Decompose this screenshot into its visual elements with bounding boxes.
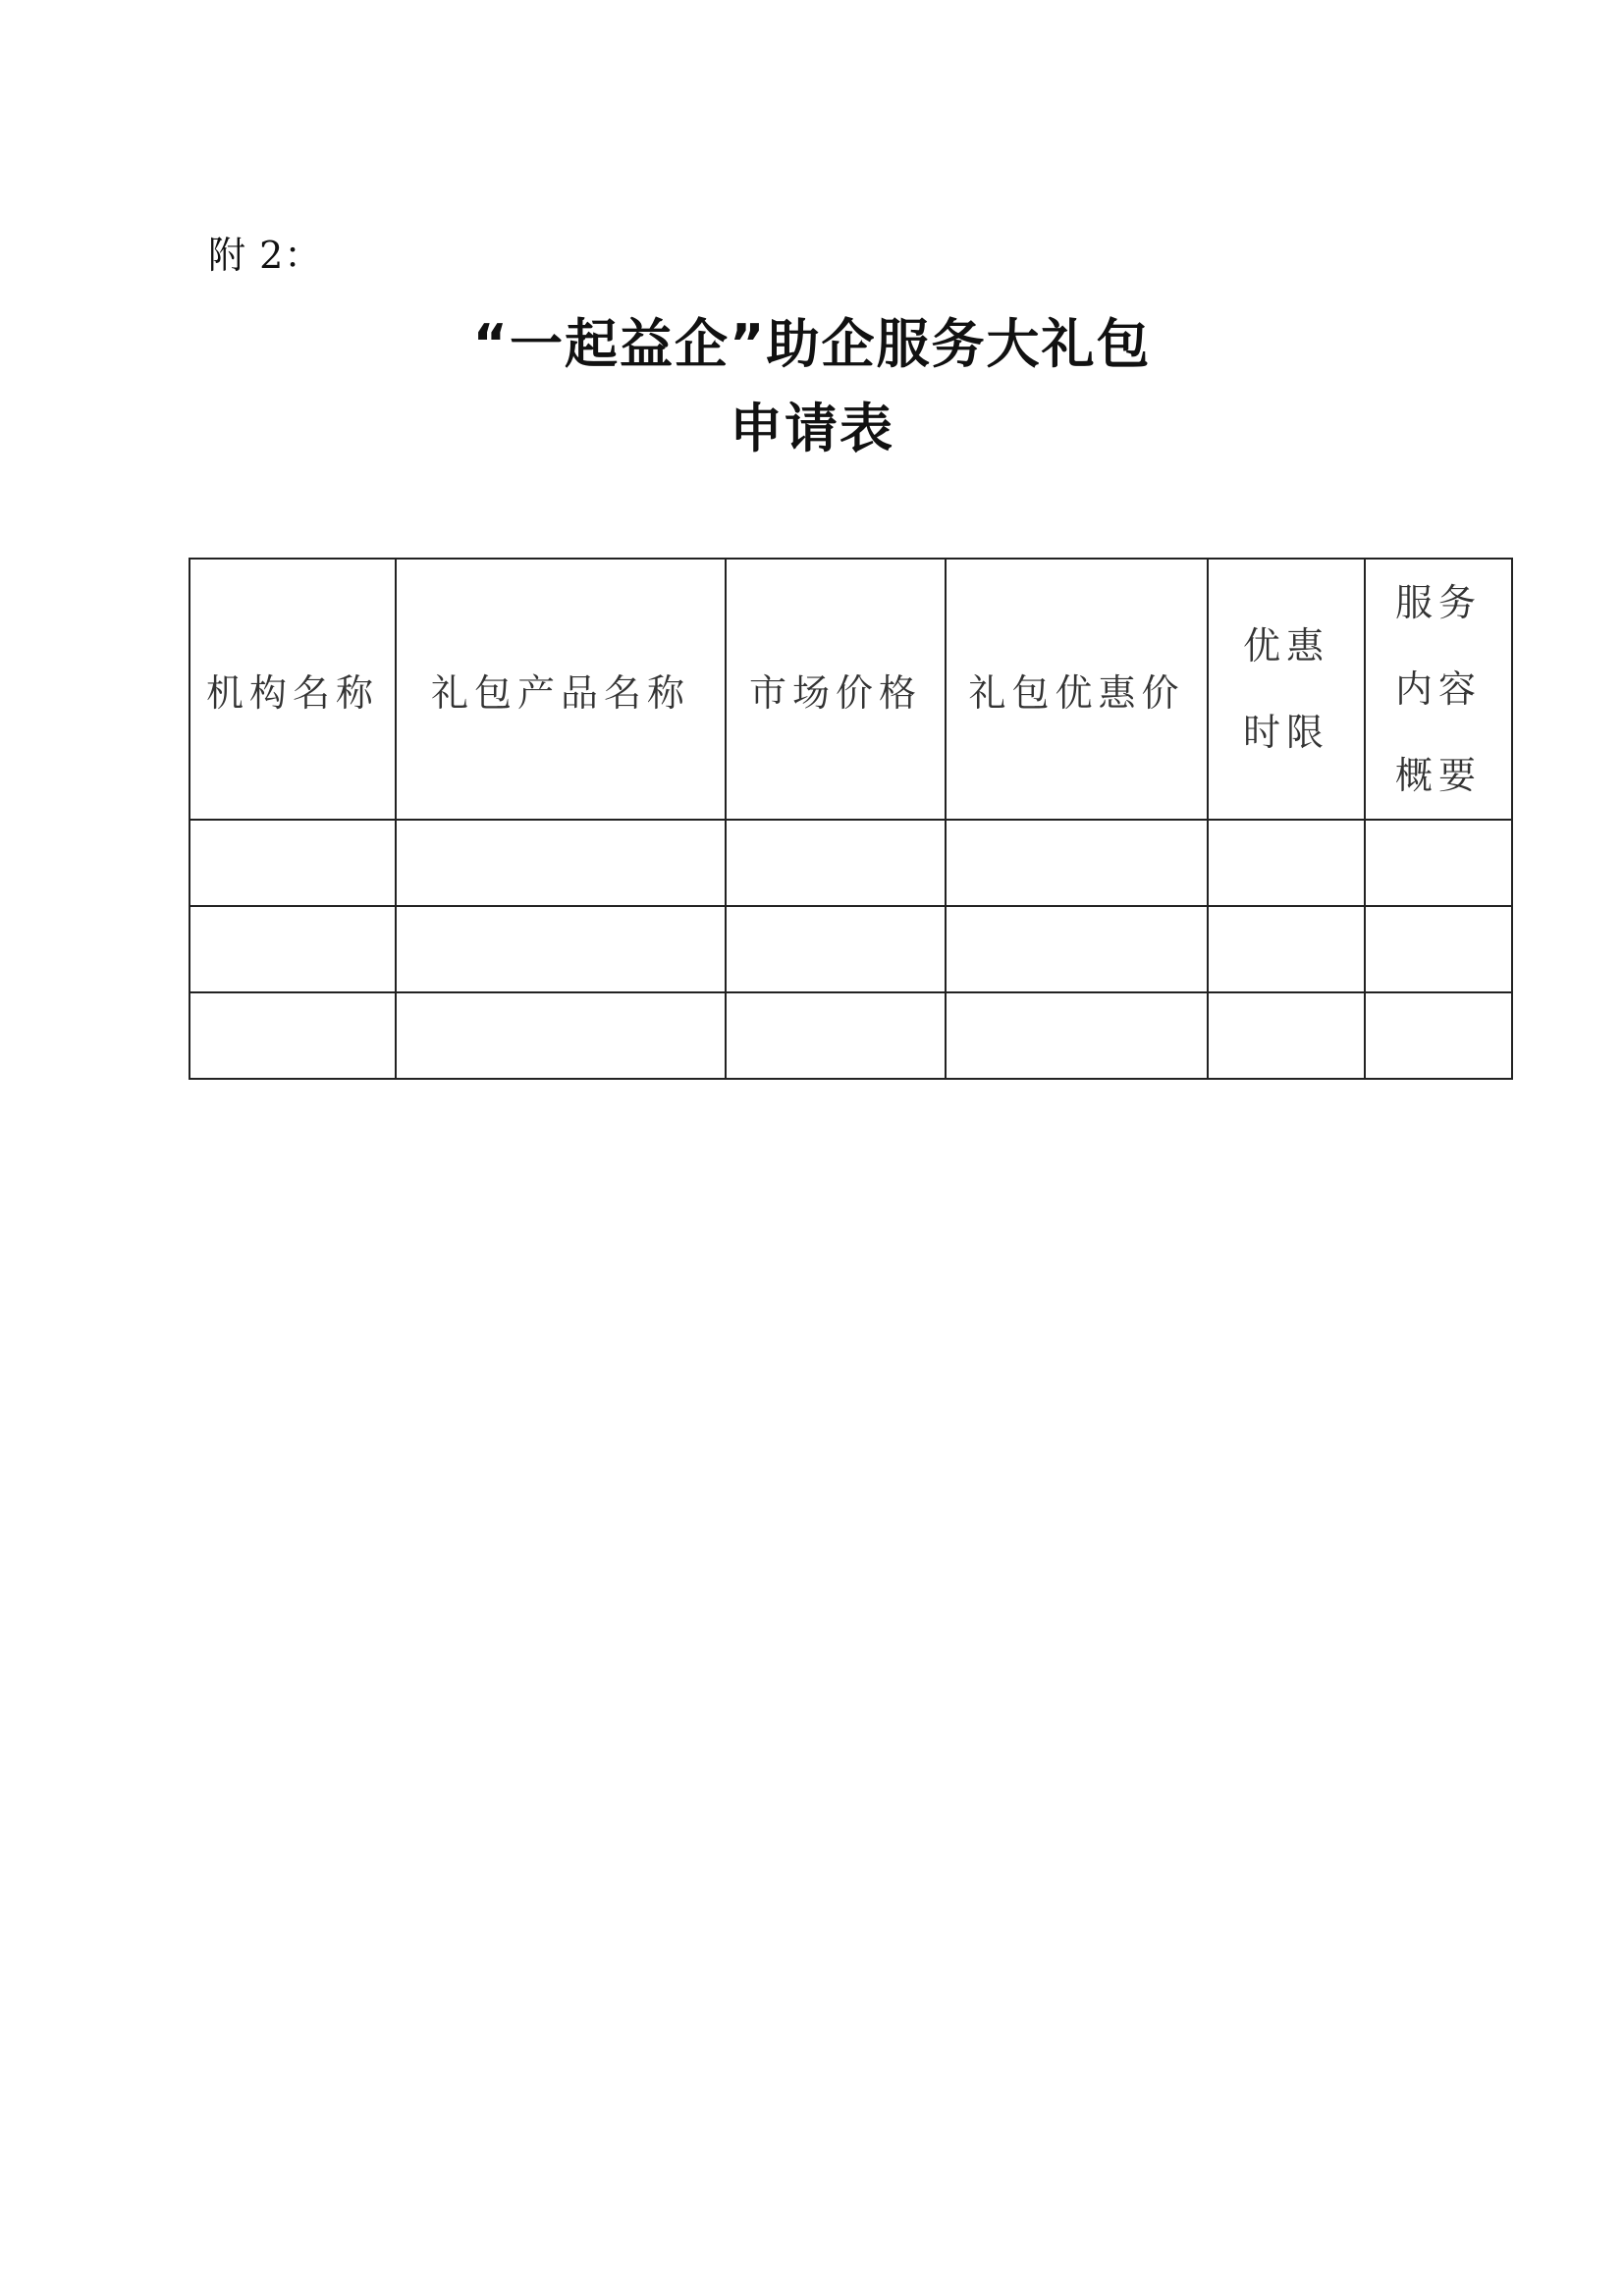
header-label: 概要: [1394, 754, 1482, 797]
table-cell[interactable]: [189, 992, 396, 1079]
header-label: 市场价格: [748, 670, 922, 715]
table-cell[interactable]: [1365, 992, 1512, 1079]
table-cell[interactable]: [396, 906, 726, 992]
header-label: 服务: [1394, 581, 1482, 624]
document-title: “一起益企”助企服务大礼包: [472, 313, 1152, 375]
table-cell[interactable]: [946, 820, 1208, 906]
table-cell[interactable]: [1208, 992, 1365, 1079]
header-discount-period: [1208, 559, 1365, 820]
table-row: [189, 992, 1512, 1079]
table-cell[interactable]: [1365, 820, 1512, 906]
document-subtitle: 申请表: [730, 398, 894, 459]
header-discount-price: [946, 559, 1208, 820]
header-service-summary: [1365, 559, 1512, 820]
table-cell[interactable]: [726, 906, 946, 992]
table-cell[interactable]: [189, 820, 396, 906]
header-market-price: [726, 559, 946, 820]
table-cell[interactable]: [1208, 906, 1365, 992]
table-cell[interactable]: [189, 906, 396, 992]
header-label: 礼包产品名称: [430, 670, 690, 715]
header-stack: [1395, 560, 1482, 819]
header-label: 内容: [1394, 667, 1482, 711]
application-form-table: [189, 558, 1513, 1080]
header-institution-name: [189, 559, 396, 820]
table-cell[interactable]: [396, 992, 726, 1079]
header-label: 优惠: [1242, 624, 1329, 667]
table-cell[interactable]: [946, 906, 1208, 992]
table-cell[interactable]: [726, 992, 946, 1079]
header-product-name: [396, 559, 726, 820]
table-cell[interactable]: [396, 820, 726, 906]
table-row: [189, 820, 1512, 906]
header-label: 时限: [1242, 711, 1329, 754]
table-cell[interactable]: [946, 992, 1208, 1079]
header-label: 礼包优惠价: [968, 670, 1185, 715]
table-header-row: [189, 559, 1512, 820]
table-cell[interactable]: [1365, 906, 1512, 992]
table-cell[interactable]: [1208, 820, 1365, 906]
attachment-label: 附 2：: [208, 234, 323, 277]
header-stack: [1243, 603, 1329, 775]
table-row: [189, 906, 1512, 992]
header-label: 机构名称: [205, 670, 379, 715]
table-cell[interactable]: [726, 820, 946, 906]
